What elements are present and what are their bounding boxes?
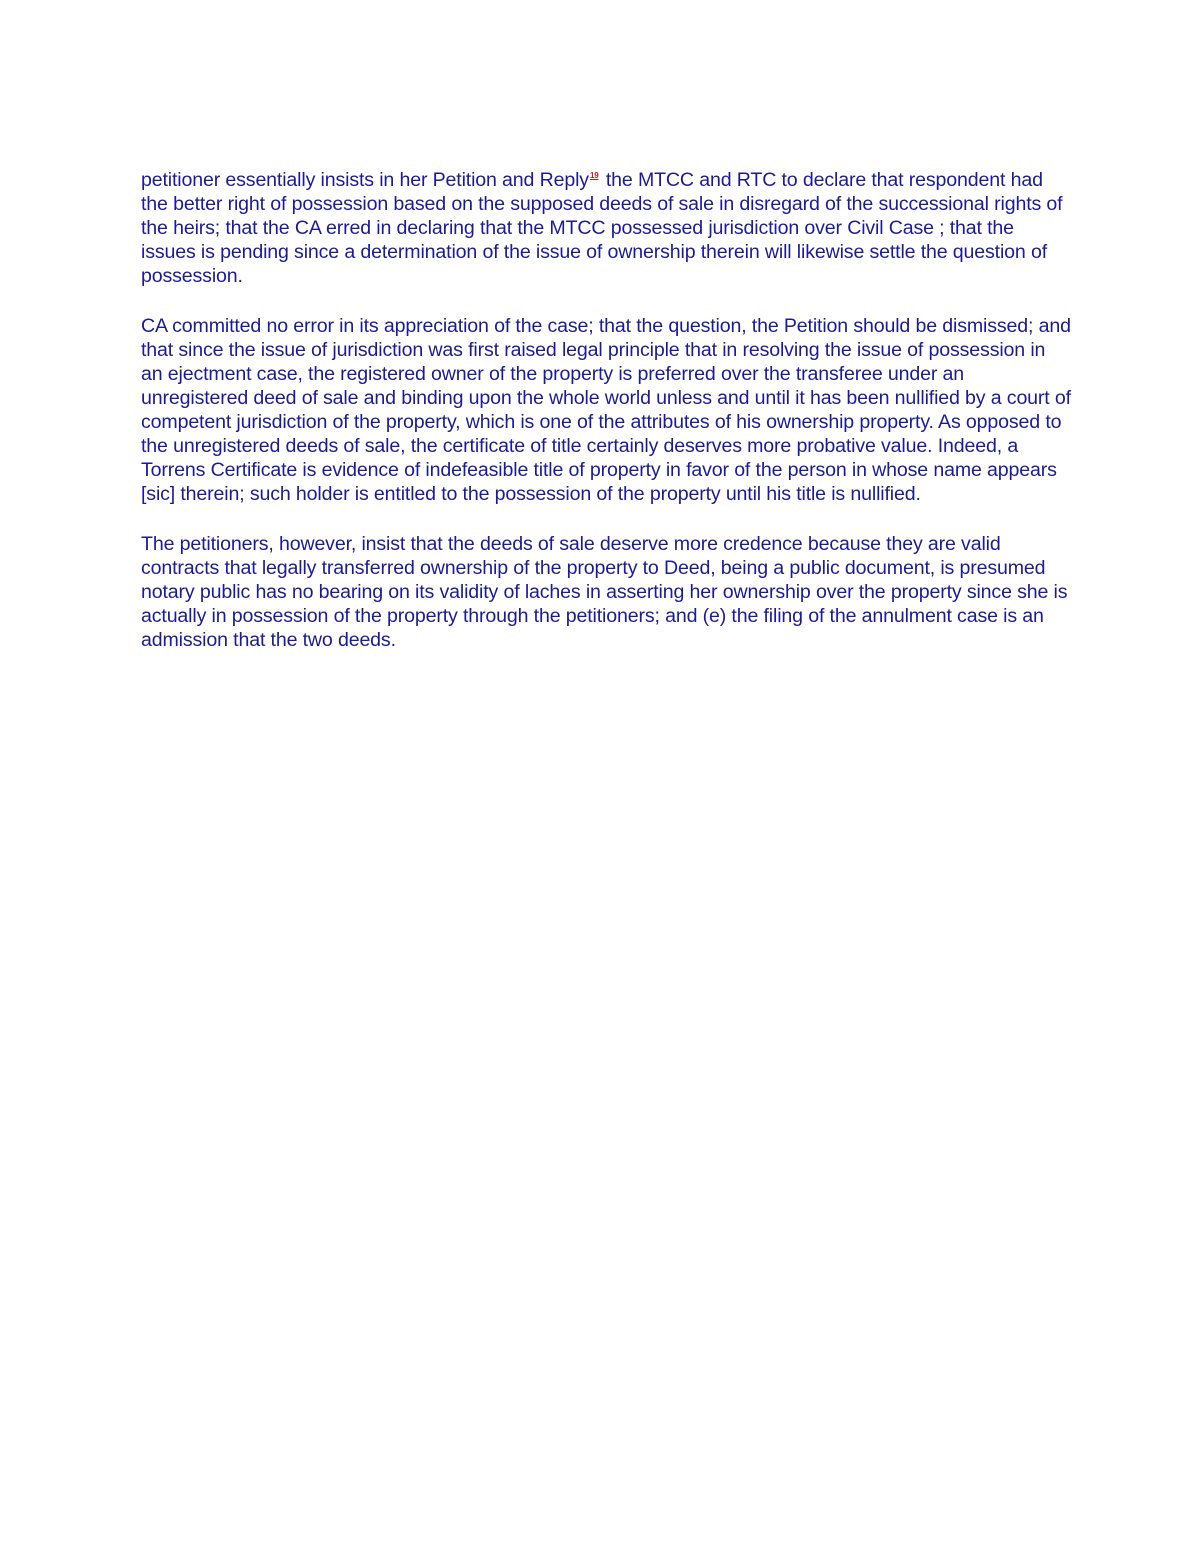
paragraph-1-text-end: the MTCC and RTC to declare that respondent had the better right of possession based on the supposed deeds of sale in disregard of the successional rights of the heirs; that the CA erred in declaring that the MTCC possessed jurisdiction over Civil Case ; that the issues is pending since a determination of the issue of ownership therein will likewise settle the question of possession. <box>141 169 1063 287</box>
paragraph-3: The petitioners, however, insist that the deeds of sale deserve more credence because they are valid contracts that legally transferred ownership of the property to Deed, being a public document, is presumed notary public has no bearing on its validity of laches in asserting her ownership over the property since she is actually in possession of the property through the petitioners; and (e) the filing of the annulment case is an admission that the two deeds. <box>141 533 1068 651</box>
paragraph-2: CA committed no error in its appreciation of the case; that the question, the Petition should be dismissed; and that since the issue of jurisdiction was first raised legal principle that in resolving the issue of possession in an ejectment case, the registered owner of the property is preferred over the transferee under an unregistered deed of sale and binding upon the whole world unless and until it has been nullified by a court of competent jurisdiction of the property, which is one of the attributes of his ownership property. As opposed to the unregistered deeds of sale, the certificate of title certainly deserves more probative value. Indeed, a Torrens Certificate is evidence of indefeasible title of property in favor of the person in whose name appears [sic] therein; such holder is entitled to the possession of the property until his title is nullified. <box>141 315 1071 505</box>
paragraph-1-text-start: petitioner essentially insists in her Petition and Reply <box>141 169 589 191</box>
document-body <box>141 168 1071 678</box>
footnote-link-19[interactable]: 19 <box>589 171 599 180</box>
paragraph-1 <box>141 168 1071 288</box>
